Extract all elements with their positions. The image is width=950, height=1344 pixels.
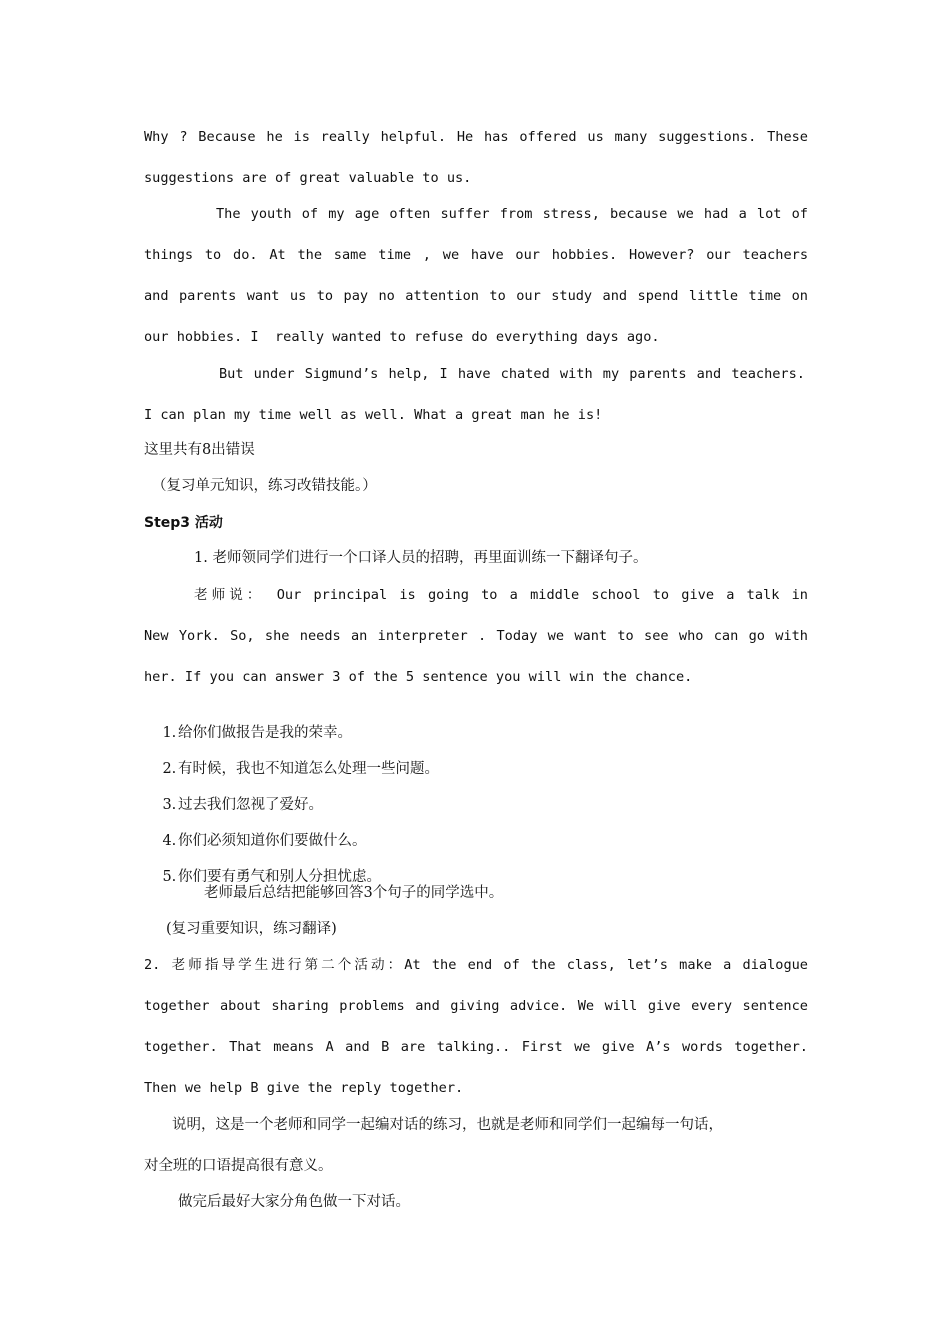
activity1-summary: 老师最后总结把能够回答3个句子的同学选中。	[204, 885, 504, 901]
item-number: 4.	[162, 833, 177, 849]
step3-heading: Step3 活动	[144, 515, 223, 531]
review-note: (复习重要知识，练习翻译)	[166, 921, 337, 937]
item-number: 1.	[162, 725, 177, 741]
essay-line: The youth of my age often suffer from stress, because we had a lot of	[216, 206, 808, 222]
essay-line: I can plan my time well as well. What a great man he is!	[144, 407, 603, 423]
teacher-speech-line: 老师说： Our principal is going to a middle school to give a talk in	[194, 587, 808, 603]
explanation-line: 说明，这是一个老师和同学一起编对话的练习，也就是老师和同学们一起编每一句话，	[172, 1117, 723, 1133]
item-number: 3.	[162, 797, 177, 813]
essay-line: and parents want us to pay no attention to our study and spend little time on	[144, 288, 808, 304]
activity1-title: 1. 老师领同学们进行一个口译人员的招聘，再里面训练一下翻译句子。	[194, 550, 648, 566]
review-note: （复习单元知识，练习改错技能。）	[152, 478, 377, 494]
item-number: 5.	[162, 869, 177, 885]
item-text: 给你们做报告是我的荣幸。	[178, 725, 352, 741]
essay-line: things to do. At the same time , we have our hobbies. However? our teachers	[144, 247, 808, 263]
essay-line: But under Sigmund’s help, I have chated with my parents and teachers.	[219, 366, 805, 382]
essay-line: Why ? Because he is really helpful. He has offered us many suggestions. These	[144, 129, 808, 145]
teacher-speech-line: her. If you can answer 3 of the 5 sentence you will win the chance.	[144, 669, 693, 685]
essay-line: suggestions are of great valuable to us.	[144, 170, 472, 186]
item-text: 有时候，我也不知道怎么处理一些问题。	[178, 761, 439, 777]
item-text: 过去我们忽视了爱好。	[178, 797, 323, 813]
activity2-line: together about sharing problems and giving advice. We will give every sentence	[144, 998, 808, 1014]
explanation-line: 对全班的口语提高很有意义。	[144, 1158, 333, 1174]
explanation-line: 做完后最好大家分角色做一下对话。	[178, 1194, 410, 1210]
item-number: 2.	[162, 761, 177, 777]
teacher-speech-line: New York. So, she needs an interpreter . Today we want to see who can go with	[144, 628, 808, 644]
error-count-note: 这里共有8出错误	[144, 442, 255, 458]
activity2-line: together. That means A and B are talking.. First we give A’s words together.	[144, 1039, 808, 1055]
activity2-line: Then we help B give the reply together.	[144, 1080, 464, 1096]
item-text: 你们要有勇气和别人分担忧虑。	[178, 869, 381, 885]
item-text: 你们必须知道你们要做什么。	[178, 833, 367, 849]
activity2-line: 2. 老师指导学生进行第二个活动：At the end of the class, let’s make a dialogue	[144, 957, 808, 973]
essay-line: our hobbies. I really wanted to refuse do everything days ago.	[144, 329, 660, 345]
